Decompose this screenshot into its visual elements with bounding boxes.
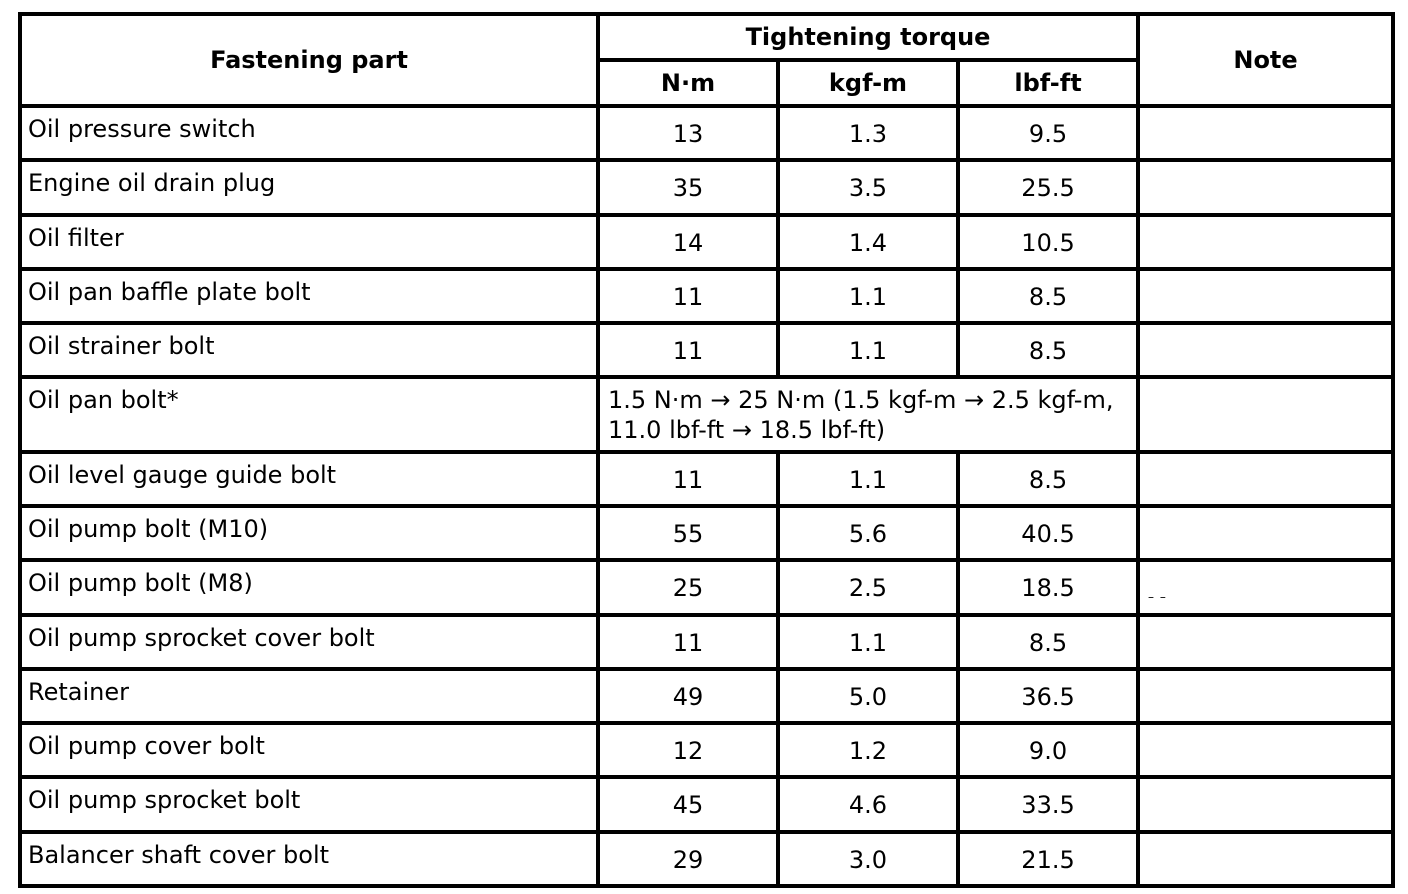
cell-lbfft: 8.5 [958, 615, 1138, 669]
cell-part: Oil filter [20, 215, 598, 269]
cell-kgfm: 1.1 [778, 615, 958, 669]
cell-part: Oil pan bolt* [20, 377, 598, 451]
cell-part: Oil pump sprocket cover bolt [20, 615, 598, 669]
cell-note [1138, 452, 1393, 506]
cell-note [1138, 377, 1393, 451]
cell-nm: 29 [598, 832, 778, 886]
table-body [20, 106, 1393, 886]
cell-note [1138, 160, 1393, 214]
cell-nm: 14 [598, 215, 778, 269]
cell-kgfm: 4.6 [778, 777, 958, 831]
note-dash-mark: – – [1148, 590, 1167, 605]
table-row [20, 777, 1393, 831]
torque-table [18, 12, 1395, 888]
cell-part: Oil pan baffle plate bolt [20, 269, 598, 323]
cell-kgfm: 2.5 [778, 560, 958, 614]
cell-nm: 25 [598, 560, 778, 614]
table-row [20, 377, 1393, 451]
cell-nm: 45 [598, 777, 778, 831]
cell-nm: 49 [598, 669, 778, 723]
cell-note [1138, 832, 1393, 886]
header-unit-nm: N·m [598, 60, 778, 106]
table-row [20, 215, 1393, 269]
cell-nm: 12 [598, 723, 778, 777]
cell-kgfm: 1.2 [778, 723, 958, 777]
cell-nm: 55 [598, 506, 778, 560]
cell-nm: 11 [598, 615, 778, 669]
table-row [20, 323, 1393, 377]
table-row [20, 106, 1393, 160]
cell-lbfft: 8.5 [958, 323, 1138, 377]
cell-lbfft: 8.5 [958, 452, 1138, 506]
cell-kgfm: 1.3 [778, 106, 958, 160]
cell-note [1138, 615, 1393, 669]
cell-kgfm: 1.1 [778, 269, 958, 323]
table-row [20, 723, 1393, 777]
table-row [20, 160, 1393, 214]
table-row [20, 506, 1393, 560]
header-tightening-torque: Tightening torque [598, 14, 1138, 60]
header-fastening-part: Fastening part [20, 14, 598, 106]
table-header [20, 14, 1393, 106]
cell-note [1138, 106, 1393, 160]
cell-lbfft: 40.5 [958, 506, 1138, 560]
cell-part: Oil strainer bolt [20, 323, 598, 377]
cell-note [1138, 269, 1393, 323]
cell-note [1138, 777, 1393, 831]
table-row [20, 560, 1393, 614]
cell-nm: 11 [598, 452, 778, 506]
cell-lbfft: 33.5 [958, 777, 1138, 831]
cell-kgfm: 5.6 [778, 506, 958, 560]
cell-part: Retainer [20, 669, 598, 723]
cell-kgfm: 3.0 [778, 832, 958, 886]
cell-nm: 13 [598, 106, 778, 160]
cell-note [1138, 215, 1393, 269]
cell-part: Balancer shaft cover bolt [20, 832, 598, 886]
table-row [20, 452, 1393, 506]
cell-part: Oil pump bolt (M8) [20, 560, 598, 614]
header-unit-kgfm: kgf-m [778, 60, 958, 106]
cell-lbfft: 10.5 [958, 215, 1138, 269]
cell-lbfft: 8.5 [958, 269, 1138, 323]
cell-kgfm: 1.1 [778, 323, 958, 377]
cell-part: Oil pump sprocket bolt [20, 777, 598, 831]
table-row [20, 269, 1393, 323]
header-unit-lbfft: lbf-ft [958, 60, 1138, 106]
cell-torque-sequence: 1.5 N·m → 25 N·m (1.5 kgf-m → 2.5 kgf-m, 11.0 lbf-ft → 18.5 lbf-ft) [598, 377, 1138, 451]
table-row [20, 832, 1393, 886]
cell-kgfm: 1.4 [778, 215, 958, 269]
header-note: Note [1138, 14, 1393, 106]
cell-part: Oil pump bolt (M10) [20, 506, 598, 560]
cell-kgfm: 3.5 [778, 160, 958, 214]
cell-note [1138, 560, 1393, 614]
cell-nm: 35 [598, 160, 778, 214]
cell-nm: 11 [598, 269, 778, 323]
cell-lbfft: 25.5 [958, 160, 1138, 214]
cell-part: Oil level gauge guide bolt [20, 452, 598, 506]
cell-kgfm: 5.0 [778, 669, 958, 723]
cell-note [1138, 669, 1393, 723]
cell-kgfm: 1.1 [778, 452, 958, 506]
cell-note [1138, 323, 1393, 377]
cell-part: Oil pressure switch [20, 106, 598, 160]
table-row [20, 615, 1393, 669]
cell-nm: 11 [598, 323, 778, 377]
cell-lbfft: 21.5 [958, 832, 1138, 886]
cell-lbfft: 18.5 [958, 560, 1138, 614]
cell-note [1138, 506, 1393, 560]
cell-lbfft: 9.5 [958, 106, 1138, 160]
cell-part: Engine oil drain plug [20, 160, 598, 214]
header-row-top [20, 14, 1393, 60]
cell-lbfft: 9.0 [958, 723, 1138, 777]
cell-note [1138, 723, 1393, 777]
table-row [20, 669, 1393, 723]
cell-lbfft: 36.5 [958, 669, 1138, 723]
cell-part: Oil pump cover bolt [20, 723, 598, 777]
